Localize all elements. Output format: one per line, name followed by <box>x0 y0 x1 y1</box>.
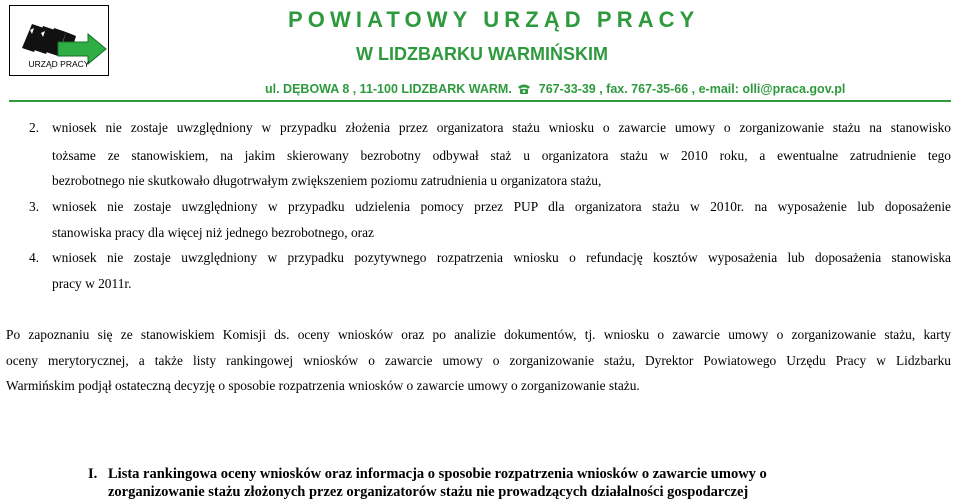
urzad-pracy-logo <box>9 5 109 76</box>
section-number: I. <box>88 466 98 482</box>
item4-line-2: pracy w 2011r. <box>52 276 132 291</box>
office-name: POWIATOWY URZĄD PRACY <box>288 7 700 32</box>
list-number-2: 2. <box>29 120 40 135</box>
list-number-3: 3. <box>29 199 40 214</box>
paragraph-line-1: Po zapoznaniu się ze stanowiskiem Komisji ds. oceny wniosków oraz po analizie dokumentów, tj. wniosku o zawarcie umowy o zorganizowanie stażu, karty <box>6 327 951 342</box>
item2-line-3: bezrobotnego nie skutkowało długotrwałym zwiększeniem poziomu zatrudnienia u organizatora stażu, <box>52 173 602 188</box>
item2-line-2: tożsame ze stanowiskiem, na jakim skierowany bezrobotny odbywał staż u organizatora stażu w 2010 roku, a ewentualne zatrudnienie tego <box>52 148 951 163</box>
item3-line-2: stanowiska pracy dla więcej niż jednego bezrobotnego, oraz <box>52 225 374 240</box>
list-number-4: 4. <box>29 250 40 265</box>
phone-icon <box>517 83 531 98</box>
item4-line-1: wniosek nie zostaje uwzględniony w przypadku pozytywnego rozpatrzenia wniosku o refundację kosztów wyposażenia lub doposażenia stanowiska <box>52 250 951 265</box>
header-divider <box>9 100 951 102</box>
contact-line <box>265 82 845 98</box>
office-location: W LIDZBARKU WARMIŃSKIM <box>356 44 608 64</box>
section-heading-line-1: Lista rankingowa oceny wniosków oraz informacja o sposobie rozpatrzenia wniosków o zawarcie umowy o <box>108 466 767 482</box>
contact-address: ul. DĘBOWA 8 , 11-100 LIDZBARK WARM. <box>265 82 512 96</box>
item2-line-1: wniosek nie zostaje uwzględniony w przypadku złożenia przez organizatora stażu wniosku o zawarcie umowy o zorganizowanie stażu na stanowisko <box>52 120 951 135</box>
item3-line-1: wniosek nie zostaje uwzględniony w przypadku udzielenia pomocy przez PUP dla organizatora stażu w 2010r. na wyposażenie lub doposażenie <box>52 199 951 214</box>
paragraph-line-2: oceny merytorycznej, a także listy rankingowej wniosków o zawarcie umowy o zorganizowanie stażu, Dyrektor Powiatowego Urzędu Pracy w Lidzbarku <box>6 353 951 368</box>
paragraph-line-3: Warmińskim podjął ostateczną decyzję o sposobie rozpatrzenia wniosków o zawarcie umowy o zorganizowanie stażu. <box>6 378 640 393</box>
logo-caption: URZĄD PRACY <box>28 59 90 69</box>
contact-phone-fax-email: 767-33-39 , fax. 767-35-66 , e-mail: olli@praca.gov.pl <box>538 82 846 96</box>
section-heading-line-2: zorganizowanie stażu złożonych przez organizatorów stażu nie prowadzących działalności gospodarczej <box>108 484 749 500</box>
